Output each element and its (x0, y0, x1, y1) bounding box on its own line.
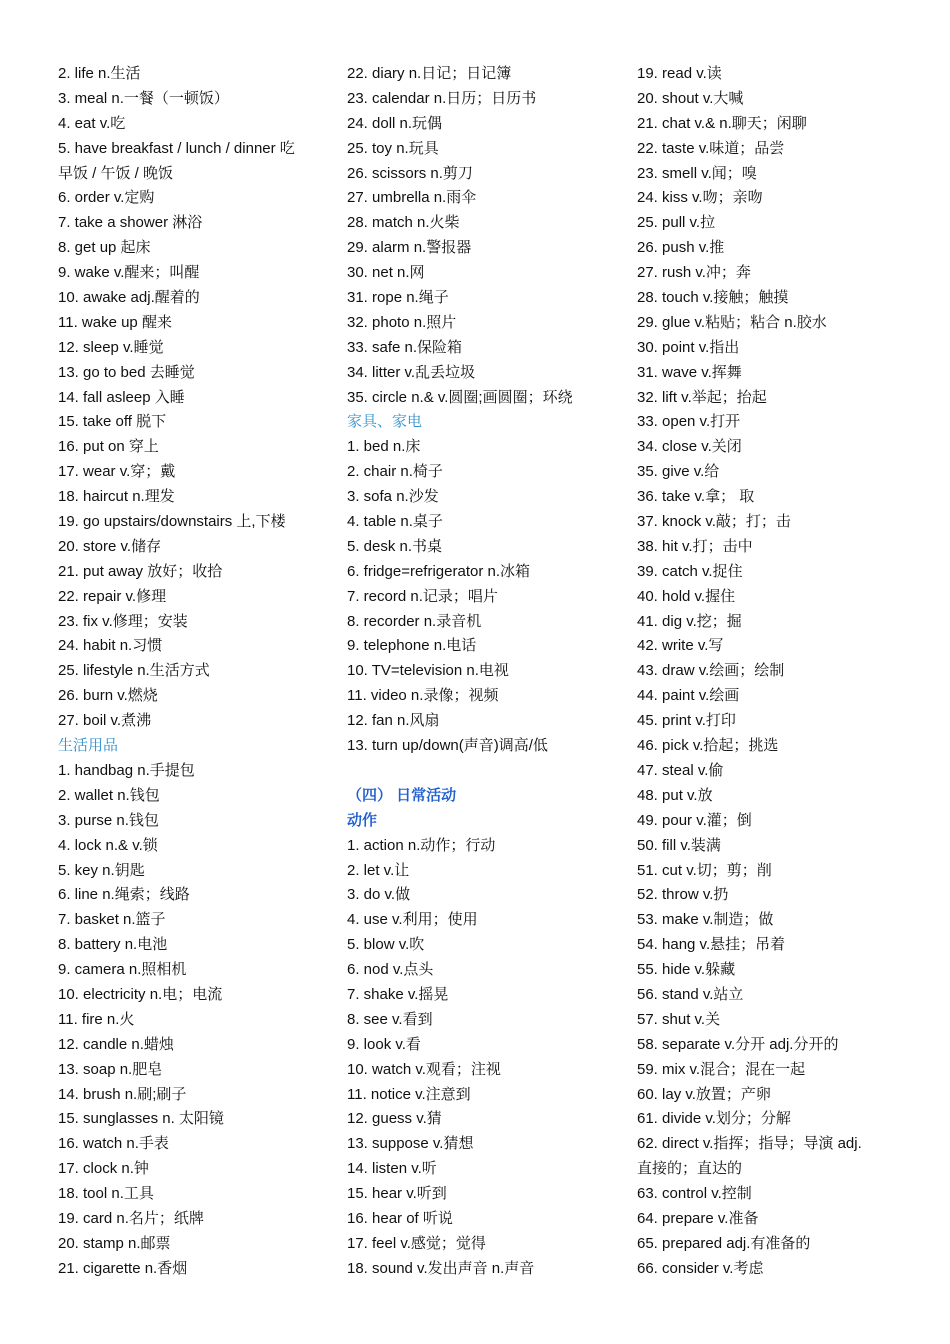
vocab-line: 12. sleep v.睡觉 (58, 338, 164, 356)
vocab-line: 56. stand v.站立 (637, 985, 744, 1003)
vocab-line: 30. net n.网 (347, 264, 425, 282)
vocab-line: 27. rush v.冲；奔 (637, 264, 751, 282)
vocab-line: 6. nod v.点头 (347, 961, 434, 979)
vocab-line: 23. smell v.闻；嗅 (637, 164, 757, 182)
vocab-line: 7. record n.记录；唱片 (347, 587, 498, 605)
vocab-line: 43. draw v.绘画；绘制 (637, 662, 785, 680)
vocab-line: 28. touch v.接触；触摸 (637, 289, 789, 307)
vocab-line: 19. go upstairs/downstairs 上,下楼 (58, 513, 286, 531)
vocab-line: 11. wake up 醒来 (58, 313, 172, 331)
vocab-line: 3. do v.做 (347, 886, 411, 904)
vocab-line: 22. diary n.日记；日记簿 (347, 65, 512, 82)
vocab-line: 45. print v.打印 (637, 712, 736, 730)
vocab-line: 26. push v.推 (637, 239, 725, 257)
vocab-line: 16. watch n.手表 (58, 1135, 169, 1153)
vocab-line: 1. handbag n.手提包 (58, 761, 195, 779)
vocab-line: 21. chat v.& n.聊天；闲聊 (637, 114, 807, 132)
vocab-line: 36. take v.拿； 取 (637, 488, 755, 506)
vocab-line: 10. electricity n.电；电流 (58, 985, 223, 1003)
vocab-line: 15. hear v.听到 (347, 1185, 447, 1203)
vocab-line: 9. wake v.醒来；叫醒 (58, 264, 200, 282)
vocab-line: 8. get up 起床 (58, 239, 151, 257)
vocab-line: 13. go to bed 去睡觉 (58, 363, 195, 381)
vocab-line: 16. hear of 听说 (347, 1209, 453, 1227)
vocab-line: 14. listen v.听 (347, 1160, 437, 1178)
vocab-line: 20. stamp n.邮票 (58, 1234, 171, 1252)
vocab-line: 53. make v.制造；做 (637, 911, 774, 929)
column-2 (347, 62, 609, 1282)
vocab-line: 27. umbrella n.雨伞 (347, 189, 477, 207)
vocab-line: 27. boil v.煮沸 (58, 712, 152, 730)
vocab-line: 13. turn up/down(声音)调高/低 (347, 737, 548, 755)
vocab-line: 62. direct v.指挥；指导；导演 adj. (637, 1135, 862, 1153)
vocab-line: 26. burn v.燃烧 (58, 687, 158, 705)
vocab-line: 2. wallet n.钱包 (58, 786, 160, 804)
vocab-line: 41. dig v.挖；掘 (637, 612, 742, 630)
vocab-line: 11. fire n.火 (58, 1010, 135, 1028)
column-3 (637, 62, 899, 1282)
vocab-line: 55. hide v.躲藏 (637, 961, 736, 979)
vocab-line: 5. blow v.吹 (347, 936, 425, 954)
vocab-line: 13. suppose v.猜想 (347, 1135, 474, 1153)
vocab-line: 29. glue v.粘贴；粘合 n.胶水 (637, 313, 827, 331)
vocab-line: 61. divide v.划分；分解 (637, 1110, 791, 1128)
vocab-line: 9. look v.看 (347, 1035, 421, 1053)
vocab-line: 57. shut v.关 (637, 1010, 721, 1028)
section-heading: 生活用品 (58, 737, 119, 755)
vocab-line: 10. TV=television n.电视 (347, 662, 509, 680)
vocab-line: 24. kiss v.吻；亲吻 (637, 189, 763, 207)
vocab-line: 2. chair n.椅子 (347, 463, 443, 481)
vocab-line: 52. throw v.扔 (637, 886, 729, 904)
vocab-line: 35. give v.给 (637, 463, 720, 481)
vocab-line: 59. mix v.混合；混在一起 (637, 1060, 806, 1078)
vocab-line: 4. eat v.吃 (58, 114, 126, 132)
vocab-line: 直接的；直达的 (637, 1160, 743, 1178)
vocab-line: 17. clock n.钟 (58, 1160, 149, 1178)
vocab-line: 4. use v.利用；使用 (347, 911, 478, 929)
section-heading: 动作 (347, 811, 378, 829)
vocab-line: 17. wear v.穿；戴 (58, 463, 176, 481)
vocab-line: 20. store v.储存 (58, 537, 162, 555)
vocab-line: 3. sofa n.沙发 (347, 488, 439, 506)
vocab-line: 16. put on 穿上 (58, 438, 159, 456)
vocab-line: 13. soap n.肥皂 (58, 1060, 163, 1078)
vocab-line: 18. sound v.发出声音 n.声音 (347, 1259, 535, 1277)
vocab-line: 38. hit v.打；击中 (637, 537, 753, 555)
vocab-line: 30. point v.指出 (637, 338, 740, 356)
vocab-line: 5. desk n.书桌 (347, 537, 443, 555)
vocab-line: 9. camera n.照相机 (58, 961, 187, 979)
vocab-line: 48. put v.放 (637, 786, 713, 804)
vocab-line: 18. haircut n.理发 (58, 488, 175, 506)
vocab-line: 14. fall asleep 入睡 (58, 388, 185, 406)
vocab-line: 23. calendar n.日历；日历书 (347, 89, 537, 107)
vocab-line: 7. take a shower 淋浴 (58, 214, 203, 232)
vocab-line: 17. feel v.感觉；觉得 (347, 1234, 486, 1252)
vocab-line: 46. pick v.拾起；挑选 (637, 737, 779, 755)
vocab-line: 7. shake v.摇晃 (347, 985, 449, 1003)
vocab-line: 5. have breakfast / lunch / dinner 吃 (58, 139, 295, 157)
vocab-line: 11. video n.录像；视频 (347, 687, 499, 705)
vocab-line: 22. taste v.味道；品尝 (637, 139, 785, 157)
vocab-line: 1. bed n.床 (347, 438, 421, 456)
vocab-line: 11. notice v.注意到 (347, 1085, 471, 1103)
vocab-line: 4. table n.桌子 (347, 513, 443, 531)
vocab-line: 19. card n.名片；纸牌 (58, 1209, 204, 1227)
vocab-line: 63. control v.控制 (637, 1185, 752, 1203)
section-heading: （四） 日常活动 (347, 786, 457, 804)
vocab-line: 65. prepared adj.有准备的 (637, 1234, 811, 1252)
vocab-line: 31. wave v.挥舞 (637, 363, 742, 381)
vocab-line: 2. let v.让 (347, 861, 410, 879)
blank-line (347, 759, 609, 784)
vocab-line: 8. recorder n.录音机 (347, 612, 482, 630)
vocab-line: 19. read v.读 (637, 65, 722, 82)
vocab-line: 23. fix v.修理；安装 (58, 612, 188, 630)
vocab-line: 60. lay v.放置；产卵 (637, 1085, 771, 1103)
vocab-line: 1. action n.动作；行动 (347, 836, 496, 854)
vocab-line: 42. write v.写 (637, 637, 724, 655)
vocab-line: 33. open v.打开 (637, 413, 741, 431)
vocab-line: 10. watch v.观看；注视 (347, 1060, 501, 1078)
vocab-line: 24. habit n.习惯 (58, 637, 163, 655)
vocab-line: 18. tool n.工具 (58, 1185, 154, 1203)
vocab-line: 12. candle n.蜡烛 (58, 1035, 174, 1053)
vocab-line: 39. catch v.捉住 (637, 562, 743, 580)
vocab-line: 24. doll n.玩偶 (347, 114, 443, 132)
vocab-line: 4. lock n.& v.锁 (58, 836, 158, 854)
vocab-line: 37. knock v.敲；打；击 (637, 513, 791, 531)
vocab-line: 3. meal n.一餐（一顿饭） (58, 89, 229, 107)
vocab-line: 66. consider v.考虑 (637, 1259, 764, 1277)
vocab-line: 8. see v.看到 (347, 1010, 433, 1028)
vocab-line: 47. steal v.偷 (637, 761, 724, 779)
vocab-line: 54. hang v.悬挂；吊着 (637, 936, 786, 954)
vocab-line: 2. life n.生活 (58, 65, 141, 82)
vocab-line: 32. photo n.照片 (347, 313, 457, 331)
vocab-line: 9. telephone n.电话 (347, 637, 477, 655)
vocab-line: 12. fan n.风扇 (347, 712, 440, 730)
vocab-line: 51. cut v.切；剪；削 (637, 861, 772, 879)
vocab-line: 21. cigarette n.香烟 (58, 1259, 188, 1277)
vocab-line: 29. alarm n.警报器 (347, 239, 472, 257)
vocab-line: 6. line n.绳索；线路 (58, 886, 190, 904)
vocab-line: 31. rope n.绳子 (347, 289, 449, 307)
vocab-line: 12. guess v.猜 (347, 1110, 442, 1128)
vocab-line: 21. put away 放好；收拾 (58, 562, 223, 580)
vocab-line: 33. safe n.保险箱 (347, 338, 463, 356)
vocab-line: 6. fridge=refrigerator n.冰箱 (347, 562, 530, 580)
vocab-line: 28. match n.火柴 (347, 214, 460, 232)
vocab-line: 34. close v.关闭 (637, 438, 742, 456)
vocab-line: 34. litter v.乱丢垃圾 (347, 363, 476, 381)
vocab-line: 50. fill v.装满 (637, 836, 721, 854)
vocab-line: 40. hold v.握住 (637, 587, 736, 605)
vocab-line: 5. key n.钥匙 (58, 861, 145, 879)
vocab-line: 25. toy n.玩具 (347, 139, 439, 157)
vocab-line: 25. pull v.拉 (637, 214, 716, 232)
vocab-line: 8. battery n.电池 (58, 936, 168, 954)
vocab-line: 15. sunglasses n. 太阳镜 (58, 1110, 224, 1128)
vocab-line: 25. lifestyle n.生活方式 (58, 662, 210, 680)
vocab-line: 64. prepare v.准备 (637, 1209, 759, 1227)
vocab-line: 14. brush n.刷;刷子 (58, 1085, 187, 1103)
section-heading: 家具、家电 (347, 413, 423, 431)
vocab-line: 7. basket n.篮子 (58, 911, 166, 929)
vocab-line: 早饭 / 午饭 / 晚饭 (58, 164, 174, 182)
vocab-line: 22. repair v.修理 (58, 587, 167, 605)
vocab-line: 49. pour v.灌；倒 (637, 811, 752, 829)
vocab-line: 26. scissors n.剪刀 (347, 164, 473, 182)
vocab-line: 35. circle n.& v.圆圈;画圆圈；环绕 (347, 388, 573, 406)
vocab-line: 15. take off 脱下 (58, 413, 167, 431)
vocab-line: 32. lift v.举起；抬起 (637, 388, 767, 406)
vocab-line: 10. awake adj.醒着的 (58, 289, 200, 307)
vocab-line: 3. purse n.钱包 (58, 811, 159, 829)
vocab-line: 58. separate v.分开 adj.分开的 (637, 1035, 839, 1053)
vocab-line: 6. order v.定购 (58, 189, 155, 207)
column-1 (58, 62, 320, 1282)
vocab-line: 44. paint v.绘画 (637, 687, 740, 705)
vocab-line: 20. shout v.大喊 (637, 89, 744, 107)
